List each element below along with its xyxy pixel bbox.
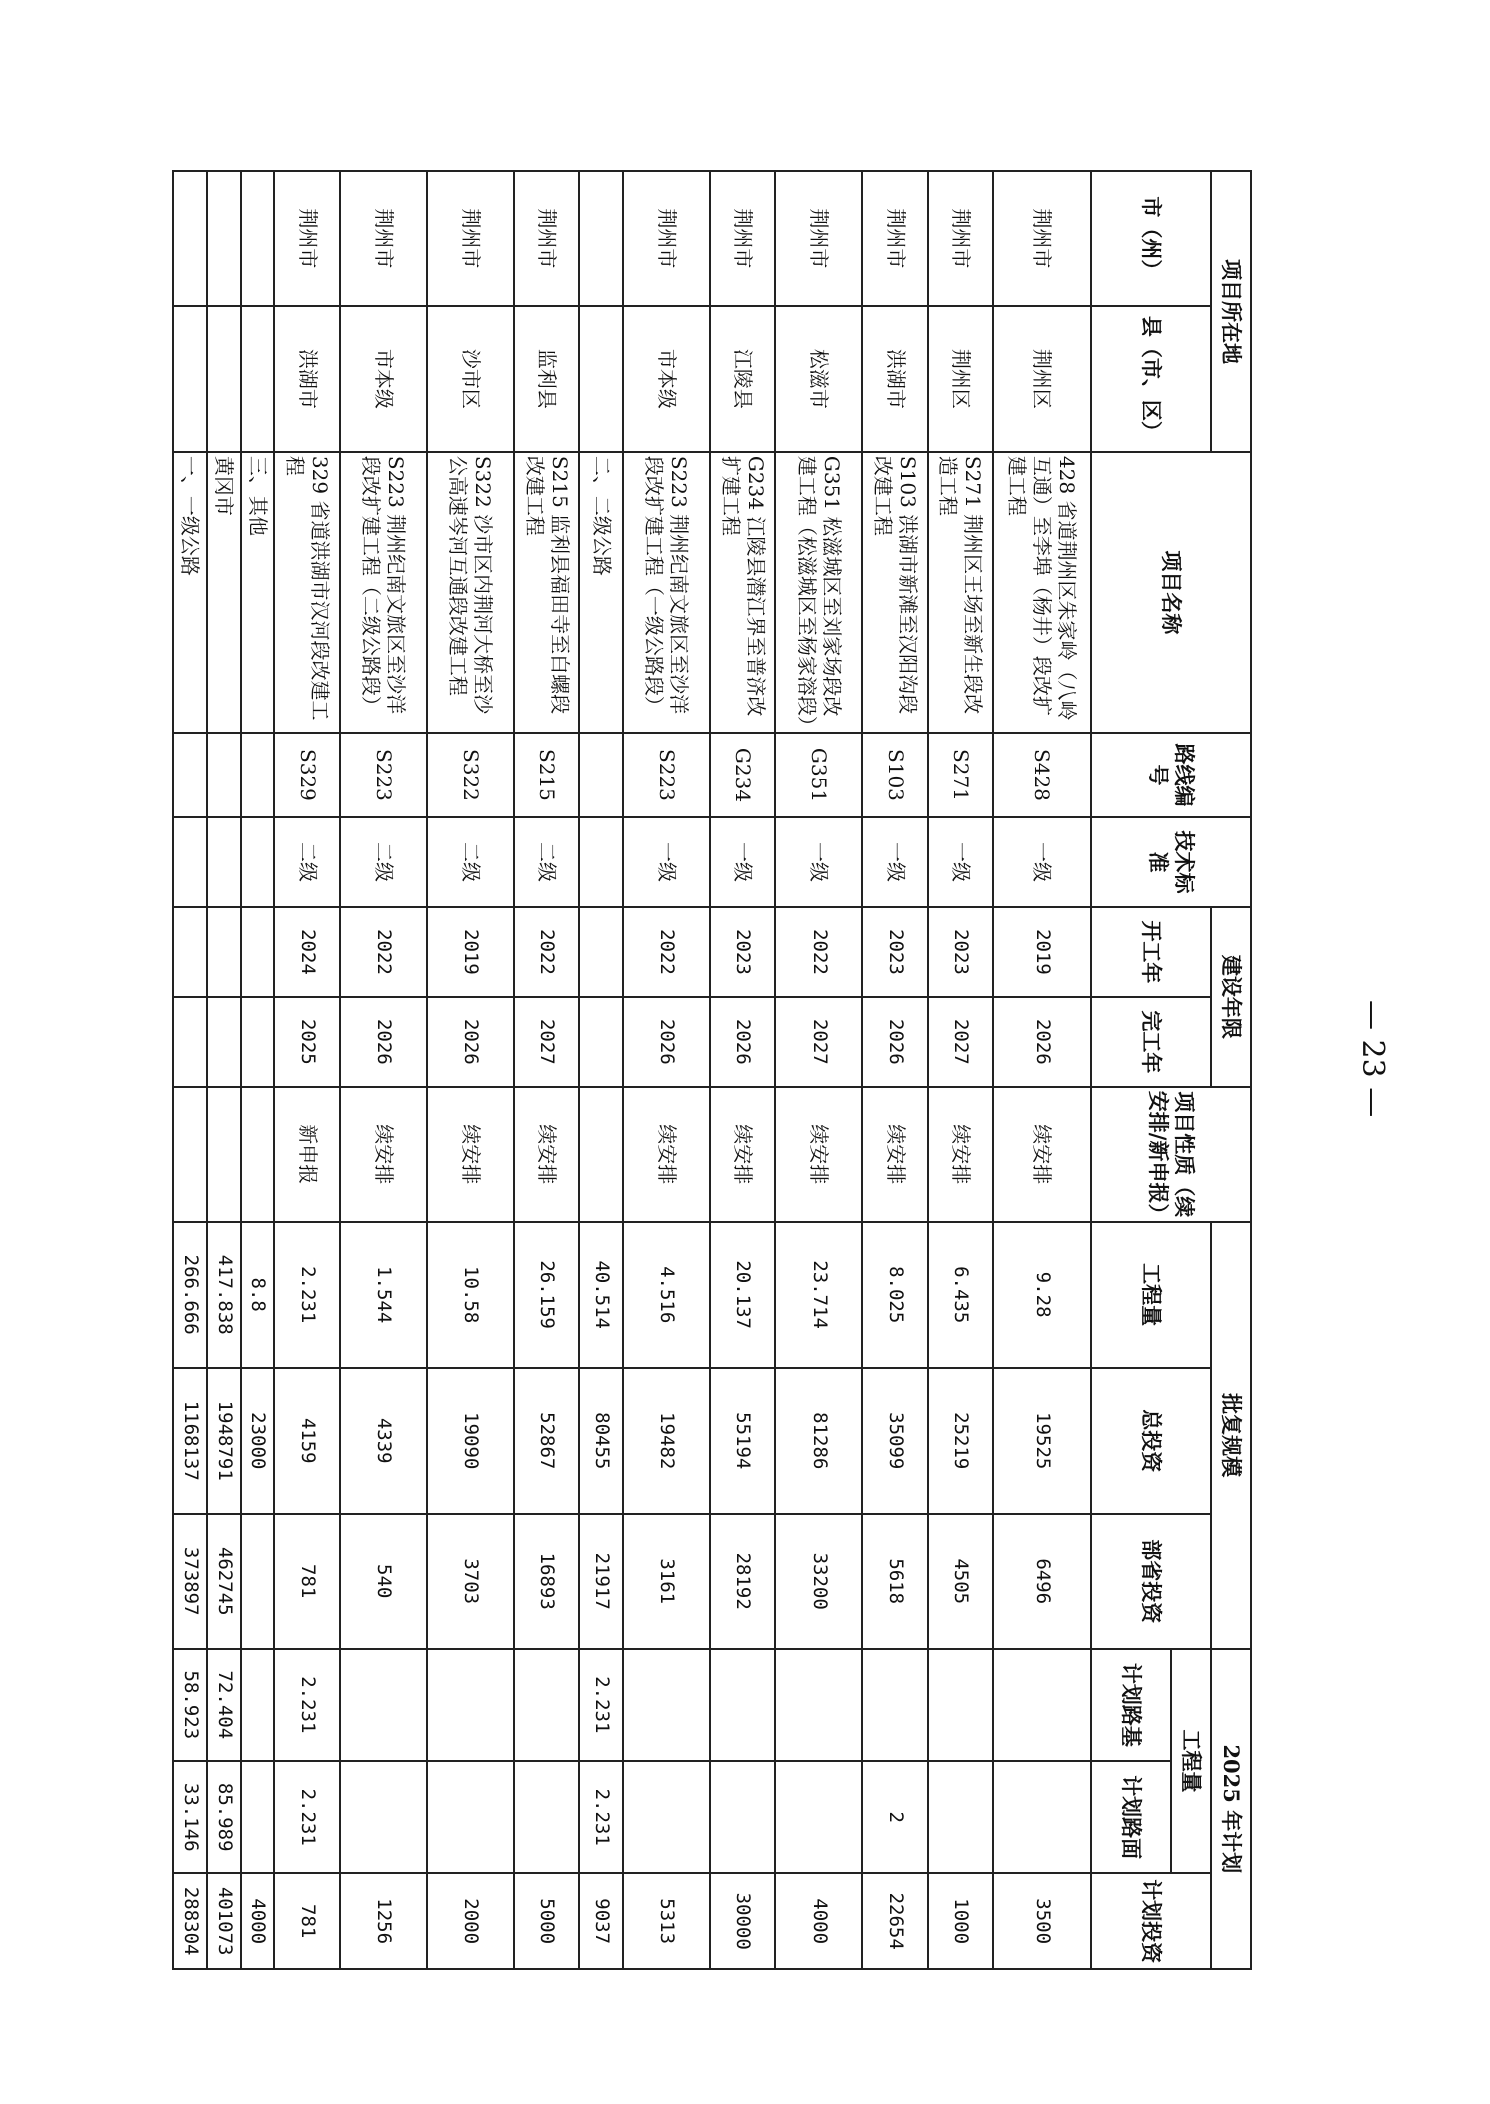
cell-work-qty: 417.838 (207, 1222, 241, 1368)
header-total-invest: 总投资 (1091, 1368, 1211, 1514)
cell-plan-invest: 1000 (928, 1873, 993, 1969)
cell-plan-subgrade: 2.231 (274, 1649, 339, 1761)
cell-end-year (579, 997, 623, 1087)
cell-nature (241, 1087, 275, 1222)
cell-plan-subgrade (514, 1649, 579, 1761)
table-row (623, 171, 710, 1969)
cell-plan-subgrade (775, 1649, 862, 1761)
cell-end-year (241, 997, 275, 1087)
cell-end-year: 2026 (623, 997, 710, 1087)
cell-project-name: S103 洪湖市新滩至汉阳沟段改建工程 (862, 452, 927, 733)
cell-city: 荆州市 (862, 171, 927, 306)
cell-plan-subgrade (993, 1649, 1091, 1761)
header-route-no: 路线编号 (1091, 733, 1251, 817)
cell-tech-std (173, 817, 207, 907)
cell-total-invest: 4339 (340, 1368, 427, 1514)
cell-county: 沙市区 (427, 306, 514, 452)
cell-project-name: G351 松滋城区至刘家场段改建工程（松滋城区至杨家溶段） (775, 452, 862, 733)
header-end-year: 完工年 (1091, 997, 1211, 1087)
cell-start-year: 2023 (862, 907, 927, 997)
cell-plan-pavement (340, 1761, 427, 1873)
header-period: 建设年限 (1211, 907, 1251, 1087)
cell-city: 荆州市 (340, 171, 427, 306)
cell-work-qty: 8.8 (241, 1222, 275, 1368)
cell-city (241, 171, 275, 306)
cell-plan-invest: 4000 (241, 1873, 275, 1969)
cell-plan-pavement (775, 1761, 862, 1873)
cell-county (241, 306, 275, 452)
cell-nature: 续安排 (928, 1087, 993, 1222)
table-row (173, 171, 207, 1969)
cell-county (173, 306, 207, 452)
cell-route-no (241, 733, 275, 817)
cell-total-invest: 80455 (579, 1368, 623, 1514)
cell-county: 市本级 (340, 306, 427, 452)
header-plan-subgrade: 计划路基 (1091, 1649, 1171, 1761)
cell-start-year: 2022 (775, 907, 862, 997)
header-nature: 项目性质（续安排/新申报） (1091, 1087, 1251, 1222)
header-plan-2025: 2025 年计划 (1211, 1649, 1251, 1969)
cell-route-no: S215 (514, 733, 579, 817)
cell-plan-pavement (928, 1761, 993, 1873)
cell-tech-std: 二级 (514, 817, 579, 907)
cell-city: 荆州市 (427, 171, 514, 306)
cell-city: 荆州市 (928, 171, 993, 306)
cell-plan-invest: 22654 (862, 1873, 927, 1969)
cell-nature: 续安排 (775, 1087, 862, 1222)
cell-plan-invest: 2000 (427, 1873, 514, 1969)
cell-start-year: 2022 (340, 907, 427, 997)
cell-plan-subgrade: 2.231 (579, 1649, 623, 1761)
cell-work-qty: 1.544 (340, 1222, 427, 1368)
header-plan-invest: 计划投资 (1091, 1873, 1211, 1969)
cell-route-no (173, 733, 207, 817)
cell-start-year (579, 907, 623, 997)
cell-work-qty: 20.137 (710, 1222, 775, 1368)
cell-tech-std: 一级 (862, 817, 927, 907)
cell-ministry-invest: 781 (274, 1514, 339, 1649)
cell-plan-invest: 401073 (207, 1873, 241, 1969)
table-row (274, 171, 339, 1969)
cell-subtotal-label: 二、二级公路 (579, 452, 623, 733)
cell-nature: 续安排 (623, 1087, 710, 1222)
cell-project-name: 428 省道荆州区朱家岭（八岭互通）至李埠（杨井）段改扩建工程 (993, 452, 1091, 733)
cell-tech-std: 二级 (340, 817, 427, 907)
cell-start-year: 2022 (623, 907, 710, 997)
cell-tech-std: 一级 (775, 817, 862, 907)
cell-city (173, 171, 207, 306)
table-row (579, 171, 623, 1969)
cell-plan-invest: 288304 (173, 1873, 207, 1969)
cell-county: 监利县 (514, 306, 579, 452)
cell-plan-invest: 5000 (514, 1873, 579, 1969)
cell-plan-pavement: 33.146 (173, 1761, 207, 1873)
cell-tech-std: 一级 (928, 817, 993, 907)
cell-nature (579, 1087, 623, 1222)
cell-subtotal-label: 黄冈市 (207, 452, 241, 733)
cell-ministry-invest: 28192 (710, 1514, 775, 1649)
cell-plan-invest: 1256 (340, 1873, 427, 1969)
cell-plan-pavement (993, 1761, 1091, 1873)
cell-total-invest: 19525 (993, 1368, 1091, 1514)
cell-end-year: 2027 (514, 997, 579, 1087)
cell-route-no (579, 733, 623, 817)
cell-project-name: S271 荆州区王场至新生段改造工程 (928, 452, 993, 733)
cell-ministry-invest: 540 (340, 1514, 427, 1649)
cell-work-qty: 40.514 (579, 1222, 623, 1368)
cell-route-no: G234 (710, 733, 775, 817)
header-start-year: 开工年 (1091, 907, 1211, 997)
cell-city: 荆州市 (514, 171, 579, 306)
cell-end-year: 2027 (928, 997, 993, 1087)
cell-plan-subgrade (710, 1649, 775, 1761)
cell-ministry-invest: 33200 (775, 1514, 862, 1649)
cell-tech-std (579, 817, 623, 907)
cell-plan-subgrade (862, 1649, 927, 1761)
cell-ministry-invest: 16893 (514, 1514, 579, 1649)
cell-county (579, 306, 623, 452)
cell-plan-subgrade: 58.923 (173, 1649, 207, 1761)
cell-plan-subgrade (928, 1649, 993, 1761)
cell-county: 洪湖市 (274, 306, 339, 452)
cell-nature: 续安排 (710, 1087, 775, 1222)
cell-project-name: S322 沙市区内荆河大桥至沙公高速岑河互通段改建工程 (427, 452, 514, 733)
cell-ministry-invest: 5618 (862, 1514, 927, 1649)
table-row (928, 171, 993, 1969)
cell-project-name: G234 江陵县潜江界至普济改扩建工程 (710, 452, 775, 733)
cell-plan-invest: 781 (274, 1873, 339, 1969)
cell-total-invest: 23000 (241, 1368, 275, 1514)
cell-start-year: 2023 (928, 907, 993, 997)
header-project-name: 项目名称 (1091, 452, 1251, 733)
cell-project-name: S215 监利县福田寺至白螺段改建工程 (514, 452, 579, 733)
cell-work-qty: 8.025 (862, 1222, 927, 1368)
table-row (862, 171, 927, 1969)
table-container (172, 170, 1252, 1970)
header-city: 市（州） (1091, 171, 1211, 306)
cell-ministry-invest (241, 1514, 275, 1649)
cell-city (579, 171, 623, 306)
table-row (207, 171, 241, 1969)
cell-plan-subgrade: 72.404 (207, 1649, 241, 1761)
cell-route-no: S223 (340, 733, 427, 817)
cell-ministry-invest: 4505 (928, 1514, 993, 1649)
cell-start-year: 2019 (993, 907, 1091, 997)
header-plan-work-qty: 工程量 (1171, 1649, 1211, 1874)
cell-nature: 续安排 (993, 1087, 1091, 1222)
cell-route-no: S329 (274, 733, 339, 817)
cell-city: 荆州市 (623, 171, 710, 306)
cell-work-qty: 6.435 (928, 1222, 993, 1368)
page-number-text: — 23 — (1355, 1000, 1390, 1118)
cell-tech-std: 二级 (427, 817, 514, 907)
cell-plan-pavement (427, 1761, 514, 1873)
cell-work-qty: 23.714 (775, 1222, 862, 1368)
cell-plan-pavement (514, 1761, 579, 1873)
cell-tech-std (241, 817, 275, 907)
cell-city (207, 171, 241, 306)
cell-ministry-invest: 462745 (207, 1514, 241, 1649)
cell-plan-pavement (241, 1761, 275, 1873)
cell-nature: 新申报 (274, 1087, 339, 1222)
cell-end-year: 2026 (710, 997, 775, 1087)
cell-plan-pavement: 2.231 (579, 1761, 623, 1873)
table-row (514, 171, 579, 1969)
cell-tech-std: 一级 (623, 817, 710, 907)
cell-work-qty: 4.516 (623, 1222, 710, 1368)
cell-plan-pavement: 85.989 (207, 1761, 241, 1873)
cell-nature: 续安排 (340, 1087, 427, 1222)
cell-tech-std: 一级 (710, 817, 775, 907)
cell-plan-pavement (623, 1761, 710, 1873)
cell-route-no: S223 (623, 733, 710, 817)
cell-tech-std (207, 817, 241, 907)
cell-total-invest: 19090 (427, 1368, 514, 1514)
cell-end-year: 2026 (340, 997, 427, 1087)
table-row (340, 171, 427, 1969)
cell-project-name: 329 省道洪湖市汉河段改建工程 (274, 452, 339, 733)
cell-total-invest: 19482 (623, 1368, 710, 1514)
cell-work-qty: 2.231 (274, 1222, 339, 1368)
cell-route-no: G351 (775, 733, 862, 817)
table-body (173, 171, 1091, 1969)
cell-start-year (241, 907, 275, 997)
cell-total-invest: 35099 (862, 1368, 927, 1514)
cell-total-invest: 52867 (514, 1368, 579, 1514)
header-approved-scale: 批复规模 (1211, 1222, 1251, 1649)
cell-plan-invest: 3500 (993, 1873, 1091, 1969)
cell-plan-invest: 30000 (710, 1873, 775, 1969)
cell-work-qty: 9.28 (993, 1222, 1091, 1368)
cell-work-qty: 266.666 (173, 1222, 207, 1368)
cell-tech-std: 一级 (993, 817, 1091, 907)
cell-work-qty: 26.159 (514, 1222, 579, 1368)
cell-start-year: 2024 (274, 907, 339, 997)
header-tech-std: 技术标准 (1091, 817, 1251, 907)
cell-plan-pavement (710, 1761, 775, 1873)
cell-total-invest: 25219 (928, 1368, 993, 1514)
cell-subtotal-label: 一、一级公路 (173, 452, 207, 733)
cell-ministry-invest: 21917 (579, 1514, 623, 1649)
header-county: 县（市、区） (1091, 306, 1211, 452)
cell-nature (173, 1087, 207, 1222)
cell-route-no (207, 733, 241, 817)
cell-route-no: S322 (427, 733, 514, 817)
cell-city: 荆州市 (993, 171, 1091, 306)
cell-project-name: S223 荆州纪南文旅区至沙洋段改扩建工程（二级公路段） (340, 452, 427, 733)
cell-county: 荆州区 (993, 306, 1091, 452)
project-table (172, 170, 1252, 1970)
header-location: 项目所在地 (1211, 171, 1251, 452)
cell-nature: 续安排 (514, 1087, 579, 1222)
cell-ministry-invest: 6496 (993, 1514, 1091, 1649)
cell-plan-pavement: 2.231 (274, 1761, 339, 1873)
cell-project-name: S223 荆州纪南文旅区至沙洋段改扩建工程（一级公路段） (623, 452, 710, 733)
cell-ministry-invest: 373897 (173, 1514, 207, 1649)
page-number (1355, 1000, 1400, 1200)
cell-nature (207, 1087, 241, 1222)
cell-start-year (173, 907, 207, 997)
table-row (710, 171, 775, 1969)
cell-tech-std: 二级 (274, 817, 339, 907)
cell-total-invest: 55194 (710, 1368, 775, 1514)
cell-plan-invest: 4000 (775, 1873, 862, 1969)
cell-plan-invest: 5313 (623, 1873, 710, 1969)
cell-total-invest: 1948791 (207, 1368, 241, 1514)
header-work-qty: 工程量 (1091, 1222, 1211, 1368)
table-row (993, 171, 1091, 1969)
cell-end-year: 2027 (775, 997, 862, 1087)
cell-end-year: 2026 (862, 997, 927, 1087)
cell-city: 荆州市 (274, 171, 339, 306)
cell-plan-subgrade (340, 1649, 427, 1761)
cell-county (207, 306, 241, 452)
header-plan-pavement: 计划路面 (1091, 1761, 1171, 1873)
table-row (427, 171, 514, 1969)
cell-subtotal-label: 三、其他 (241, 452, 275, 733)
cell-city: 荆州市 (710, 171, 775, 306)
cell-plan-subgrade (427, 1649, 514, 1761)
cell-county: 松滋市 (775, 306, 862, 452)
cell-plan-pavement: 2 (862, 1761, 927, 1873)
cell-plan-invest: 9037 (579, 1873, 623, 1969)
cell-total-invest: 4159 (274, 1368, 339, 1514)
header-ministry-invest: 部省投资 (1091, 1514, 1211, 1649)
cell-nature: 续安排 (862, 1087, 927, 1222)
cell-end-year: 2026 (993, 997, 1091, 1087)
cell-plan-subgrade (623, 1649, 710, 1761)
cell-county: 洪湖市 (862, 306, 927, 452)
cell-start-year: 2023 (710, 907, 775, 997)
cell-start-year: 2022 (514, 907, 579, 997)
cell-route-no: S103 (862, 733, 927, 817)
cell-plan-subgrade (241, 1649, 275, 1761)
cell-end-year: 2026 (427, 997, 514, 1087)
cell-start-year: 2019 (427, 907, 514, 997)
table-row (241, 171, 275, 1969)
table-row (775, 171, 862, 1969)
cell-nature: 续安排 (427, 1087, 514, 1222)
cell-county: 市本级 (623, 306, 710, 452)
cell-county: 江陵县 (710, 306, 775, 452)
cell-end-year (173, 997, 207, 1087)
cell-county: 荆州区 (928, 306, 993, 452)
cell-total-invest: 81286 (775, 1368, 862, 1514)
cell-route-no: S271 (928, 733, 993, 817)
cell-end-year: 2025 (274, 997, 339, 1087)
cell-ministry-invest: 3703 (427, 1514, 514, 1649)
cell-work-qty: 10.58 (427, 1222, 514, 1368)
cell-total-invest: 1168137 (173, 1368, 207, 1514)
cell-route-no: S428 (993, 733, 1091, 817)
cell-start-year (207, 907, 241, 997)
cell-city: 荆州市 (775, 171, 862, 306)
cell-end-year (207, 997, 241, 1087)
cell-ministry-invest: 3161 (623, 1514, 710, 1649)
